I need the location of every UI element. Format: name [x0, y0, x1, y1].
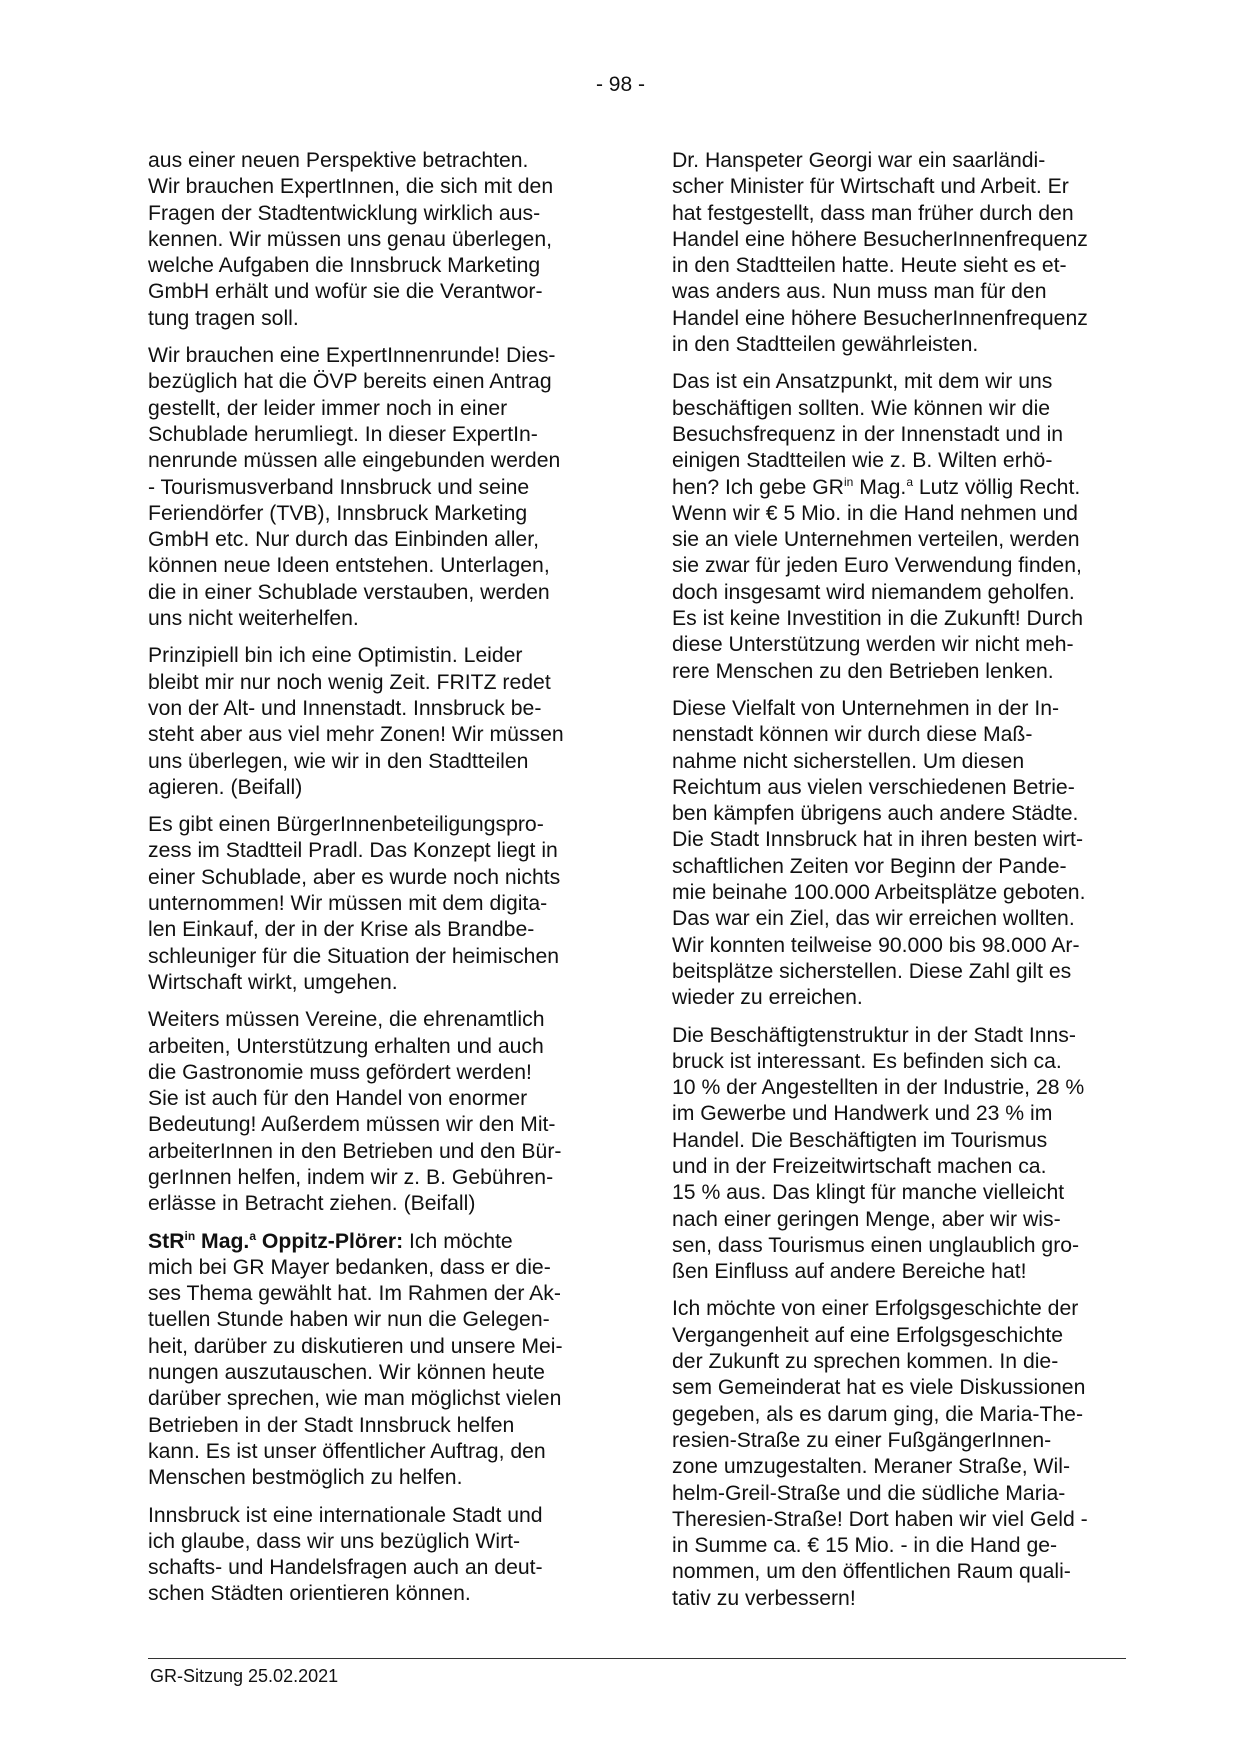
- text-line: Es ist keine Investition in die Zukunft! Durch: [672, 607, 1083, 631]
- text-line: Schublade herumliegt. In dieser ExpertIn-: [148, 422, 538, 446]
- text-line: ses Thema gewählt hat. Im Rahmen der Ak-: [148, 1282, 561, 1306]
- text-line: Weiters müssen Vereine, die ehrenamtlich: [148, 1008, 545, 1032]
- text-line: gegeben, als es darum ging, die Maria-The-: [672, 1402, 1084, 1426]
- text-line: in Summe ca. € 15 Mio. - in die Hand ge-: [672, 1534, 1058, 1558]
- paragraph: [672, 148, 1132, 358]
- text-line: nach einer geringen Menge, aber wir wis-: [672, 1207, 1061, 1231]
- text-line: heit, darüber zu diskutieren und unsere Mei-: [148, 1334, 563, 1358]
- text-line: ßen Einfluss auf andere Bereiche hat!: [672, 1260, 1027, 1284]
- text-line: Wirtschaft wirkt, umgehen.: [148, 970, 398, 994]
- paragraph: [148, 643, 608, 801]
- paragraph: [148, 1007, 608, 1217]
- text-line: GmbH etc. Nur durch das Einbinden aller,: [148, 528, 539, 552]
- text-line: nenrunde müssen alle eingebunden werden: [148, 449, 561, 473]
- text-line: Wir konnten teilweise 90.000 bis 98.000 Ar-: [672, 933, 1080, 957]
- text-line: schen Städten orientieren können.: [148, 1582, 471, 1606]
- text-line: aus einer neuen Perspektive betrachten.: [148, 149, 529, 172]
- text-line: tuellen Stunde haben wir nun die Gelegen-: [148, 1308, 550, 1332]
- text-line: hat festgestellt, dass man früher durch den: [672, 201, 1074, 225]
- text-line: die in einer Schublade verstauben, werden: [148, 580, 550, 604]
- text-line: gerInnen helfen, indem wir z. B. Gebühren-: [148, 1165, 554, 1189]
- text-line: - Tourismusverband Innsbruck und seine: [148, 475, 530, 499]
- text-line: beschäftigen sollten. Wie können wir die: [672, 396, 1051, 420]
- text-line: rere Menschen zu den Betrieben lenken.: [672, 659, 1054, 683]
- text-line: bruck ist interessant. Es befinden sich ca.: [672, 1049, 1062, 1073]
- text-line: welche Aufgaben die Innsbruck Marketing: [148, 254, 541, 278]
- text-line: Innsbruck ist eine internationale Stadt und: [148, 1503, 543, 1527]
- text-line: resien-Straße zu einer FußgängerInnen-: [672, 1428, 1052, 1452]
- text-line: darüber sprechen, wie man möglichst vielen: [148, 1387, 562, 1411]
- text-line: scher Minister für Wirtschaft und Arbeit. Er: [672, 175, 1069, 199]
- text-line: Wir brauchen ExpertInnen, die sich mit den: [148, 175, 554, 199]
- text-line: kennen. Wir müssen uns genau überlegen,: [148, 227, 552, 251]
- text-line: Wenn wir € 5 Mio. in die Hand nehmen und: [672, 501, 1078, 525]
- text-line: sen, dass Tourismus einen unglaublich gro-: [672, 1233, 1080, 1257]
- text-line: die Gastronomie muss gefördert werden!: [148, 1060, 532, 1084]
- text-line: nahme nicht sicherstellen. Um diesen: [672, 749, 1025, 773]
- left-column: [148, 148, 608, 1619]
- text-line: was anders aus. Nun muss man für den: [672, 280, 1047, 304]
- text-line: schleuniger für die Situation der heimischen: [148, 944, 560, 968]
- text-line: ich glaube, dass wir uns bezüglich Wirt-: [148, 1529, 521, 1553]
- text-line: uns überlegen, wie wir in den Stadtteilen: [148, 749, 529, 773]
- text-line: Diese Vielfalt von Unternehmen in der In-: [672, 696, 1060, 720]
- text-line: unternommen! Wir müssen mit dem digita-: [148, 892, 548, 916]
- text-line: Wir brauchen eine ExpertInnenrunde! Dies-: [148, 344, 556, 368]
- text-line: doch insgesamt wird niemandem geholfen.: [672, 580, 1075, 604]
- speaker-paragraph: [148, 1229, 608, 1492]
- text-line: Theresien-Straße! Dort haben wir viel Geld -: [672, 1507, 1088, 1531]
- text-line: Menschen bestmöglich zu helfen.: [148, 1466, 463, 1490]
- text-line: erlässe in Betracht ziehen. (Beifall): [148, 1192, 476, 1216]
- paragraph: [148, 148, 608, 332]
- text-line: uns nicht weiterhelfen.: [148, 607, 359, 631]
- text-line: Vergangenheit auf eine Erfolgsgeschichte: [672, 1323, 1064, 1347]
- footer-divider: [148, 1658, 1126, 1659]
- text-line: Betrieben in der Stadt Innsbruck helfen: [148, 1413, 515, 1437]
- text-line: Fragen der Stadtentwicklung wirklich aus-: [148, 201, 541, 225]
- paragraph: [148, 1503, 608, 1608]
- text-line: Das ist ein Ansatzpunkt, mit dem wir uns: [672, 370, 1053, 394]
- text-line: Ich möchte von einer Erfolgsgeschichte der: [672, 1297, 1079, 1321]
- text-line: Handel eine höhere BesucherInnenfrequenz: [672, 227, 1088, 251]
- text-line: Handel eine höhere BesucherInnenfrequenz: [672, 306, 1088, 330]
- text-line: zess im Stadtteil Pradl. Das Konzept liegt in: [148, 839, 558, 863]
- text-line: Besuchsfrequenz in der Innenstadt und in: [672, 422, 1064, 446]
- text-line: Prinzipiell bin ich eine Optimistin. Leider: [148, 644, 523, 668]
- footer-session-date: GR-Sitzung 25.02.2021: [150, 1666, 339, 1686]
- text-line: ben kämpfen übrigens auch andere Städte.: [672, 802, 1079, 826]
- text-line: im Gewerbe und Handwerk und 23 % im: [672, 1102, 1053, 1126]
- text-line: schafts- und Handelsfragen auch an deut-: [148, 1556, 543, 1580]
- text-line: sie an viele Unternehmen verteilen, werden: [672, 528, 1080, 552]
- text-line: in den Stadtteilen gewährleisten.: [672, 333, 979, 357]
- speaker-name: StR$^{in}$ Mag.$^a$ Oppitz-Plörer:: [148, 1228, 404, 1253]
- text-line: zone umzugestalten. Meraner Straße, Wil-: [672, 1455, 1071, 1479]
- text-line: wieder zu erreichen.: [672, 986, 863, 1010]
- text-line: bleibt mir nur noch wenig Zeit. FRITZ redet: [148, 670, 551, 694]
- text-line: Sie ist auch für den Handel von enormer: [148, 1087, 528, 1111]
- text-line: von der Alt- und Innenstadt. Innsbruck be-: [148, 696, 542, 720]
- text-line: kann. Es ist unser öffentlicher Auftrag, den: [148, 1439, 546, 1463]
- text-line: Handel. Die Beschäftigten im Tourismus: [672, 1128, 1048, 1152]
- text-line: Die Stadt Innsbruck hat in ihren besten wirt-: [672, 828, 1084, 852]
- paragraph: [672, 696, 1132, 1012]
- text-line: einer Schublade, aber es wurde noch nichts: [148, 865, 561, 889]
- text-line: mich bei GR Mayer bedanken, dass er die-: [148, 1255, 551, 1279]
- text-line: GmbH erhält und wofür sie die Verantwor-: [148, 280, 543, 304]
- text-line: beitsplätze sicherstellen. Diese Zahl gilt es: [672, 959, 1072, 983]
- text-line: Feriendörfer (TVB), Innsbruck Marketing: [148, 501, 528, 525]
- text-line: StR$^{in}$ Mag.$^a$ Oppitz-Plörer: Ich möchte: [148, 1228, 513, 1253]
- text-line: steht aber aus viel mehr Zonen! Wir müssen: [148, 723, 564, 747]
- paragraph: [672, 1296, 1132, 1612]
- text-line: arbeiten, Unterstützung erhalten und auch: [148, 1034, 544, 1058]
- text-line: Reichtum aus vielen verschiedenen Betrie-: [672, 775, 1075, 799]
- text-line: in den Stadtteilen hatte. Heute sieht es et-: [672, 254, 1067, 278]
- text-line: tung tragen soll.: [148, 306, 299, 330]
- page-number: - 98 -: [595, 73, 645, 96]
- text-line: hen? Ich gebe $GR^{in}$ Mag.$^a$ Lutz völlig Recht.: [672, 474, 1081, 499]
- text-line: nommen, um den öffentlichen Raum quali-: [672, 1560, 1071, 1584]
- text-line: Es gibt einen BürgerInnenbeteiligungspro-: [148, 813, 544, 837]
- text-line: einigen Stadtteilen wie z. B. Wilten erhö-: [672, 449, 1053, 473]
- text-line: tativ zu verbessern!: [672, 1586, 856, 1610]
- text-line: Das war ein Ziel, das wir erreichen wollten.: [672, 907, 1075, 931]
- text-line: Die Beschäftigtenstruktur in der Stadt Inns-: [672, 1023, 1076, 1047]
- text-line: bezüglich hat die ÖVP bereits einen Antrag: [148, 370, 552, 394]
- text-line: len Einkauf, der in der Krise als Brandbe-: [148, 918, 535, 942]
- text-line: Dr. Hanspeter Georgi war ein saarländi-: [672, 149, 1046, 172]
- paragraph: [672, 1023, 1132, 1286]
- text-line: nungen auszutauschen. Wir können heute: [148, 1361, 545, 1385]
- paragraph: [148, 812, 608, 996]
- text-line: nenstadt können wir durch diese Maß-: [672, 723, 1033, 747]
- text-line: schaftlichen Zeiten vor Beginn der Pande-: [672, 854, 1067, 878]
- text-line: arbeiterInnen in den Betrieben und den Bür-: [148, 1139, 562, 1163]
- text-line: gestellt, der leider immer noch in einer: [148, 396, 508, 420]
- text-line: mie beinahe 100.000 Arbeitsplätze geboten.: [672, 881, 1086, 905]
- text-line: diese Unterstützung werden wir nicht meh-: [672, 633, 1074, 657]
- paragraph: [148, 343, 608, 632]
- text-line: können neue Ideen entstehen. Unterlagen,: [148, 554, 550, 578]
- text-line: Bedeutung! Außerdem müssen wir den Mit-: [148, 1113, 556, 1137]
- text-line: helm-Greil-Straße und die südliche Maria-: [672, 1481, 1066, 1505]
- text-line: sie zwar für jeden Euro Verwendung finden,: [672, 554, 1082, 578]
- right-column: [672, 148, 1132, 1623]
- paragraph: [672, 369, 1132, 685]
- text-line: 10 % der Angestellten in der Industrie, 28 %: [672, 1076, 1085, 1100]
- text-line: und in der Freizeitwirtschaft machen ca.: [672, 1154, 1047, 1178]
- text-line: sem Gemeinderat hat es viele Diskussionen: [672, 1376, 1086, 1400]
- text-line: agieren. (Beifall): [148, 775, 303, 799]
- text-line: der Zukunft zu sprechen kommen. In die-: [672, 1350, 1059, 1374]
- text-line: 15 % aus. Das klingt für manche vielleicht: [672, 1181, 1065, 1205]
